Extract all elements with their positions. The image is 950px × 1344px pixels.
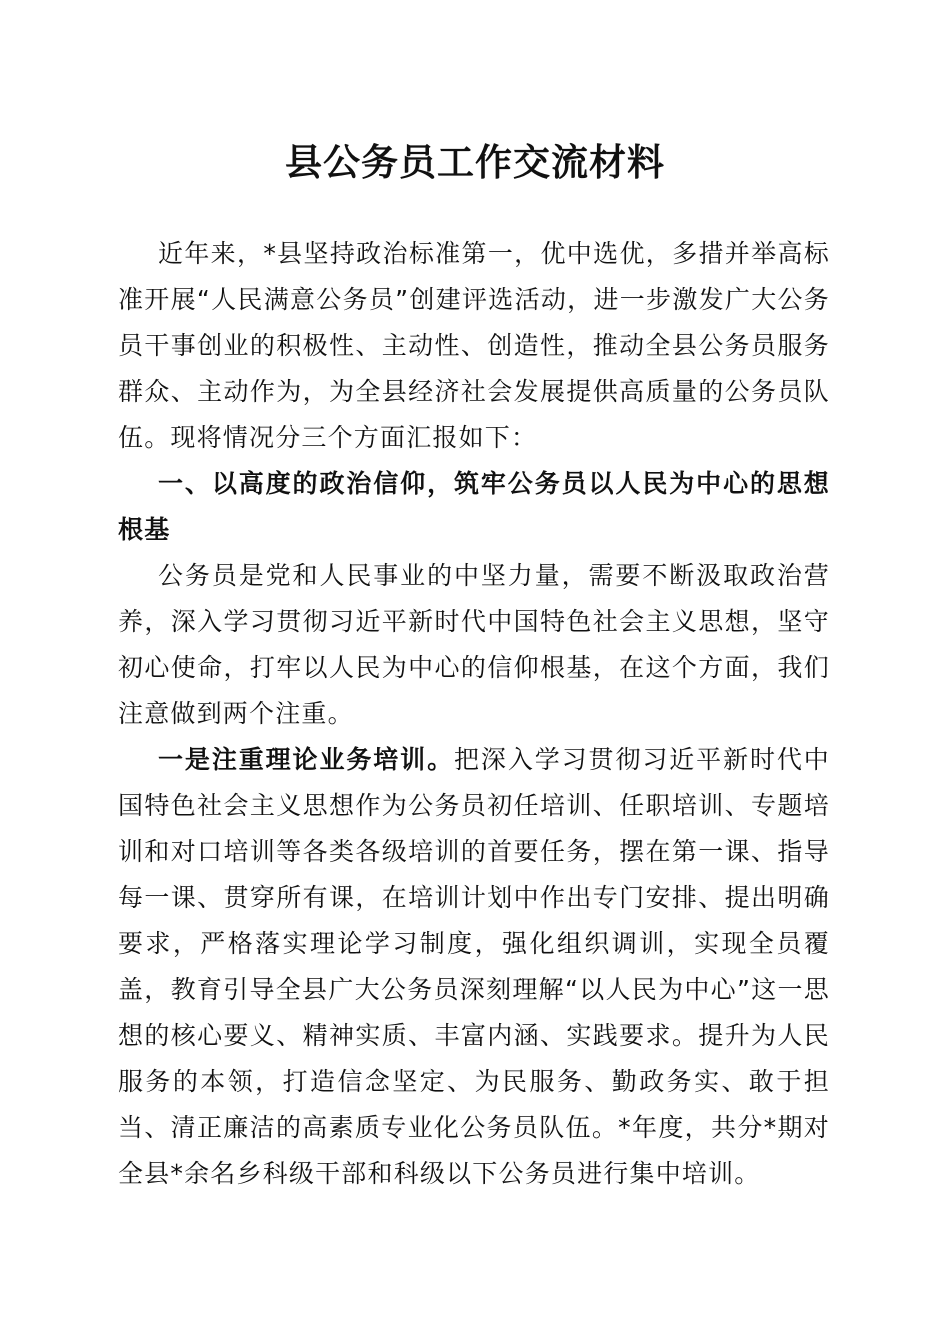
section-1-paragraph: 公务员是党和人民事业的中坚力量，需要不断汲取政治营养，深入学习贯彻习近平新时代中国特色社会主义思想，坚守初心使命，打牢以人民为中心的信仰根基，在这个方面，我们注意做到两个注重。 [118, 561, 830, 728]
document-body [118, 231, 830, 1197]
intro-paragraph: 近年来，*县坚持政治标准第一，优中选优，多措并举高标准开展“人民满意公务员”创建评选活动，进一步激发广大公务员干事创业的积极性、主动性、创造性，推动全县公务员服务群众、主动作为，为全县经济社会发展提供高质量的公务员队伍。现将情况分三个方面汇报如下： [118, 239, 830, 452]
point-1-text: 把深入学习贯彻习近平新时代中国特色社会主义思想作为公务员初任培训、任职培训、专题培训和对口培训等各类各级培训的首要任务，摆在第一课、指导每一课、贯穿所有课，在培训计划中作出专门安排、提出明确要求，严格落实理论学习制度，强化组织调训，实现全员覆盖，教育引导全县广大公务员深刻理解“以人民为中心”这一思想的核心要义、精神实质、丰富内涵、实践要求。提升为人民服务的本领，打造信念坚定、为民服务、勤政务实、敢于担当、清正廉洁的高素质专业化公务员队伍。*年度，共分*期对全县*余名乡科级干部和科级以下公务员进行集中培训。 [118, 745, 831, 1188]
point-1-lead: 一是注重理论业务培训。 [158, 745, 454, 774]
point-1-paragraph [118, 737, 830, 1197]
section-1-heading: 一、以高度的政治信仰，筑牢公务员以人民为中心的思想根基 [118, 469, 830, 544]
document-title: 县公务员工作交流材料 [285, 140, 665, 184]
